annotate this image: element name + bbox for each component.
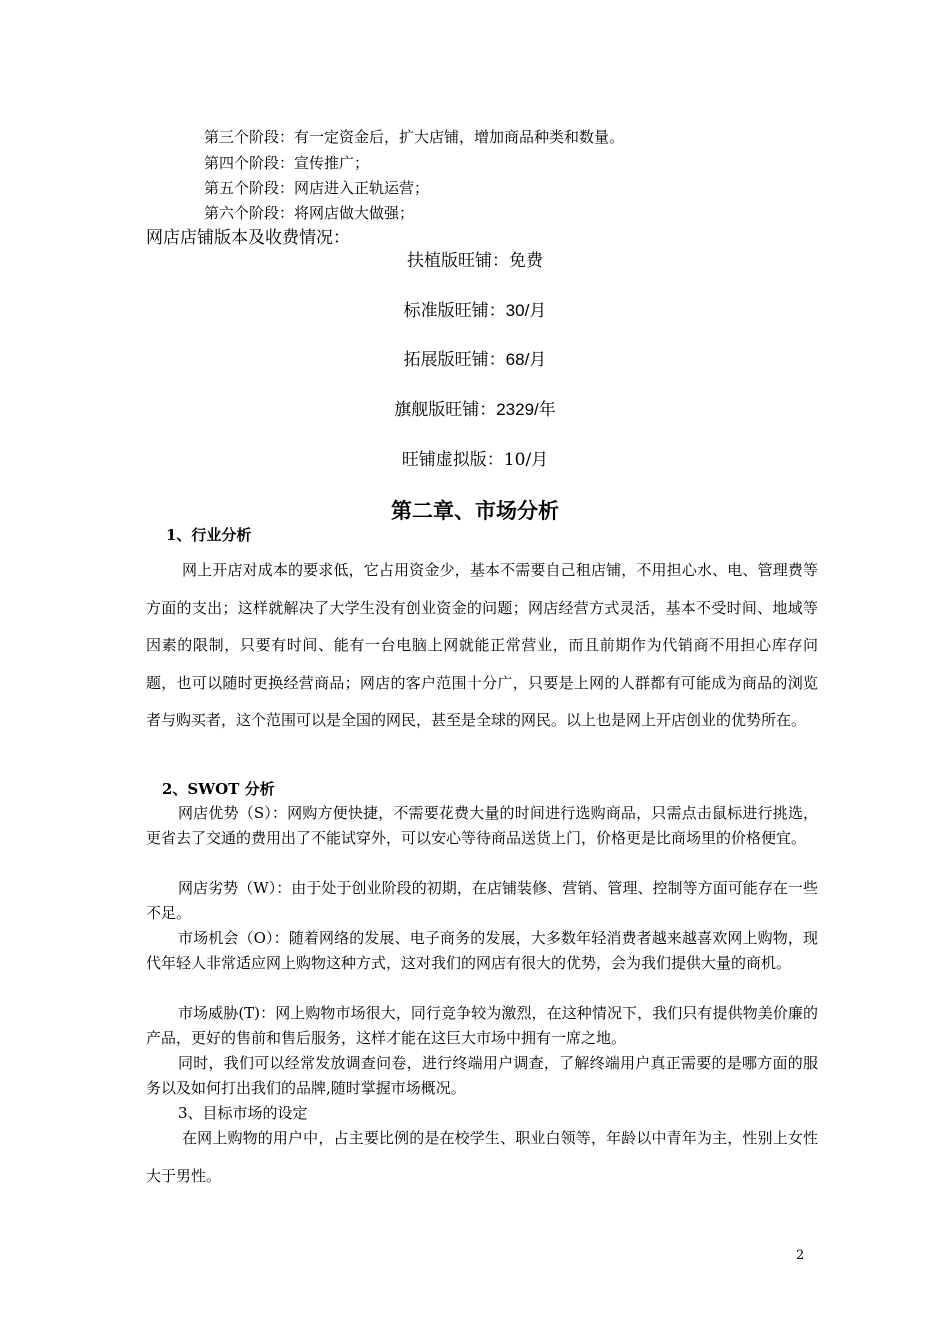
- stage-3: 第三个阶段：有一定资金后，扩大店铺，增加商品种类和数量。: [204, 128, 625, 146]
- swot-survey: 同时，我们可以经常发放调查问卷，进行终端用户调查，了解终端用户真正需要的是哪方面的服务以及如何打出我们的品牌,随时掌握市场概况。: [146, 1054, 818, 1097]
- industry-body: 网上开店对成本的要求低，它占用资金少，基本不需要自己租店铺，不用担心水、电、管理费等方面的支出；这样就解决了大学生没有创业资金的问题；网店经营方式灵活，基本不受时间、地域等因素的限制，只要有时间、能有一台电脑上网就能正常营业，而且前期作为代销商不用担心库存问题，也可以随时更换经营商品；网店的客户范围十分广，只要是上网的人群都有可能成为商品的浏览者与购买者，这个范围可以是全国的网民，甚至是全球的网民。以上也是网上开店创业的优势所在。: [146, 561, 818, 729]
- industry-heading: 1、行业分析: [166, 526, 252, 544]
- target-heading: 3、目标市场的设定: [178, 1104, 308, 1122]
- swot-strengths: 网店优势（S）：网购方便快捷，不需要花费大量的时间进行选购商品，只需点击鼠标进行挑选，更省去了交通的费用出了不能试穿外，可以安心等待商品送货上门，价格更是比商场里的价格便宜。: [146, 804, 818, 847]
- pricing-item-basic: 扶植版旺铺：免费: [407, 251, 543, 270]
- pricing-item-flagship: 旗舰版旺铺：2329/年: [394, 400, 556, 419]
- page-number: 2: [796, 1248, 805, 1263]
- chapter-title: 第二章、市场分析: [391, 498, 559, 523]
- pricing-item-virtual: 旺铺虚拟版：10/月: [401, 450, 549, 470]
- pricing-item-standard: 标准版旺铺：30/月: [403, 301, 547, 320]
- stage-6: 第六个阶段：将网店做大做强；: [204, 204, 415, 222]
- pricing-item-extended: 拓展版旺铺：68/月: [403, 350, 547, 369]
- swot-weaknesses: 网店劣势（W）：由于处于创业阶段的初期，在店铺装修、营销、管理、控制等方面可能存在一些不足。: [146, 879, 818, 922]
- stage-5: 第五个阶段：网店进入正轨运营；: [204, 179, 430, 197]
- pricing-heading: 网店店铺版本及收费情况：: [146, 228, 350, 247]
- swot-heading: 2、SWOT 分析: [162, 780, 275, 798]
- stage-4: 第四个阶段：宣传推广；: [204, 154, 370, 172]
- swot-threats: 市场威胁(T)：网上购物市场很大，同行竞争较为激烈，在这种情况下，我们只有提供物美价廉的产品，更好的售前和售后服务，这样才能在这巨大市场中拥有一席之地。: [146, 1004, 818, 1047]
- swot-opportunities: 市场机会（O）：随着网络的发展、电子商务的发展，大多数年轻消费者越来越喜欢网上购物，现代年轻人非常适应网上购物这种方式，这对我们的网店有很大的优势，会为我们提供大量的商机。: [146, 929, 818, 972]
- target-body: 在网上购物的用户中，占主要比例的是在校学生、职业白领等，年龄以中青年为主，性别上女性大于男性。: [146, 1129, 818, 1185]
